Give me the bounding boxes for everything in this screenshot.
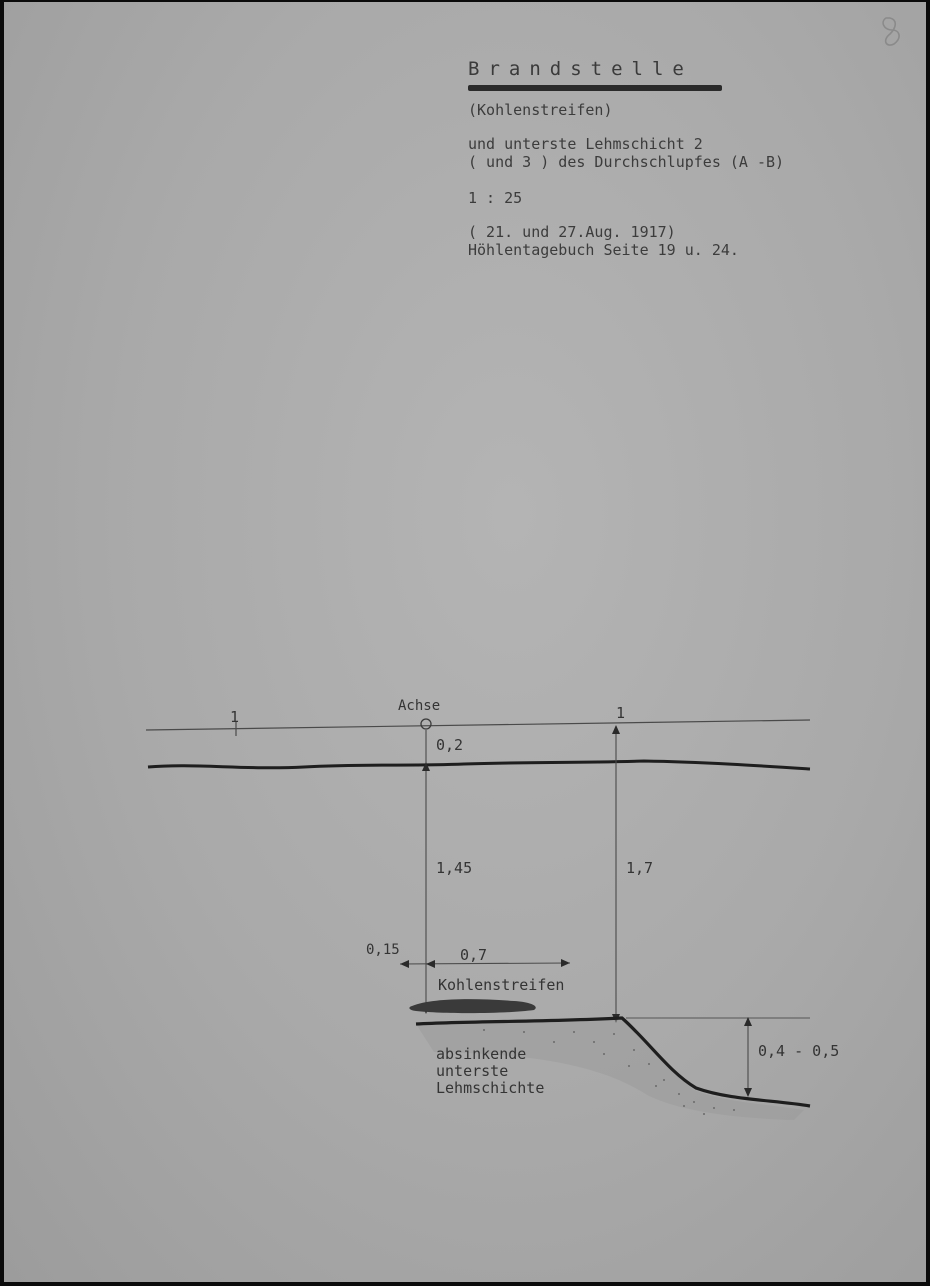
charcoal-strip: [409, 999, 535, 1013]
document-sheet: [4, 2, 926, 1282]
layer-label-1: absinkende: [436, 1045, 527, 1063]
subtitle-line: (Kohlenstreifen): [468, 101, 613, 119]
right-arrow-up: [612, 725, 620, 734]
axis-marker: [421, 719, 431, 729]
strip-width-label: 0,7: [460, 946, 488, 964]
axis-label: Achse: [398, 698, 441, 714]
offset-left-label: 0,15: [366, 942, 400, 958]
depth-axis-label: 1,45: [436, 859, 473, 877]
ref-right-label: 1: [616, 704, 626, 722]
reference-line: [146, 720, 810, 730]
description-line-1: und unterste Lehmschicht 2: [468, 135, 703, 153]
depth-top-label: 0,2: [436, 736, 464, 754]
sink-label: 0,4 - 0,5: [758, 1042, 840, 1060]
cross-section-diagram: [4, 2, 926, 1282]
date-line: ( 21. und 27.Aug. 1917): [468, 223, 676, 241]
ref-left-label: 1: [230, 708, 240, 726]
document-title: Brandstelle: [468, 58, 693, 80]
layer-label-3: Lehmschichte: [436, 1079, 545, 1097]
strip-arrow-right: [561, 959, 570, 967]
axis-offset-arrow: [426, 960, 435, 968]
source-line: Höhlentagebuch Seite 19 u. 24.: [468, 241, 739, 259]
description-line-2: ( und 3 ) des Durchschlupfes (A -B): [468, 153, 785, 171]
layer-label-2: unterste: [436, 1062, 509, 1080]
strip-name-label: Kohlenstreifen: [438, 976, 565, 994]
sink-arrow-down: [744, 1088, 752, 1097]
depth-right-label: 1,7: [626, 859, 654, 877]
ground-surface-line: [148, 761, 810, 769]
scale-line: 1 : 25: [468, 189, 523, 207]
strip-arrow-left: [400, 960, 409, 968]
